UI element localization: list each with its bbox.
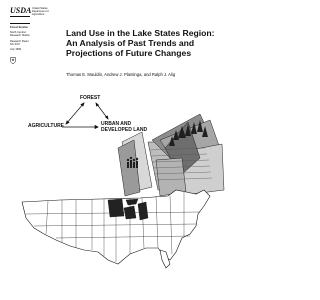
usda-logo: USDA [10,6,32,15]
usda-logo-lines [10,16,30,24]
agency-block [10,7,58,69]
service-name: Forest Service [10,26,28,29]
department-name: United States Department of Agriculture [32,7,49,17]
station-name: North Central Research Station [10,31,30,38]
urban-label-line1: URBAN AND [101,121,132,127]
document-title: Land Use in the Lake States Region: An Analysis of Past Trends and Projections of Future Changes [66,28,215,58]
us-map [22,190,210,268]
forest-label: FOREST [80,95,101,101]
report-date: July 1999 [10,48,22,52]
illustration-svg [0,84,231,300]
report-number: Research Paper NC-XXX [10,39,29,46]
forest-service-shield-icon [10,57,16,64]
agriculture-label: AGRICULTURE [28,123,65,129]
author-list: Thomas E. Mauldin, Andrew J. Plantinga, and Ralph J. Alig [66,72,176,77]
urban-label-line2: DEVELOPED LAND [101,127,148,133]
cover-illustration [0,84,231,300]
